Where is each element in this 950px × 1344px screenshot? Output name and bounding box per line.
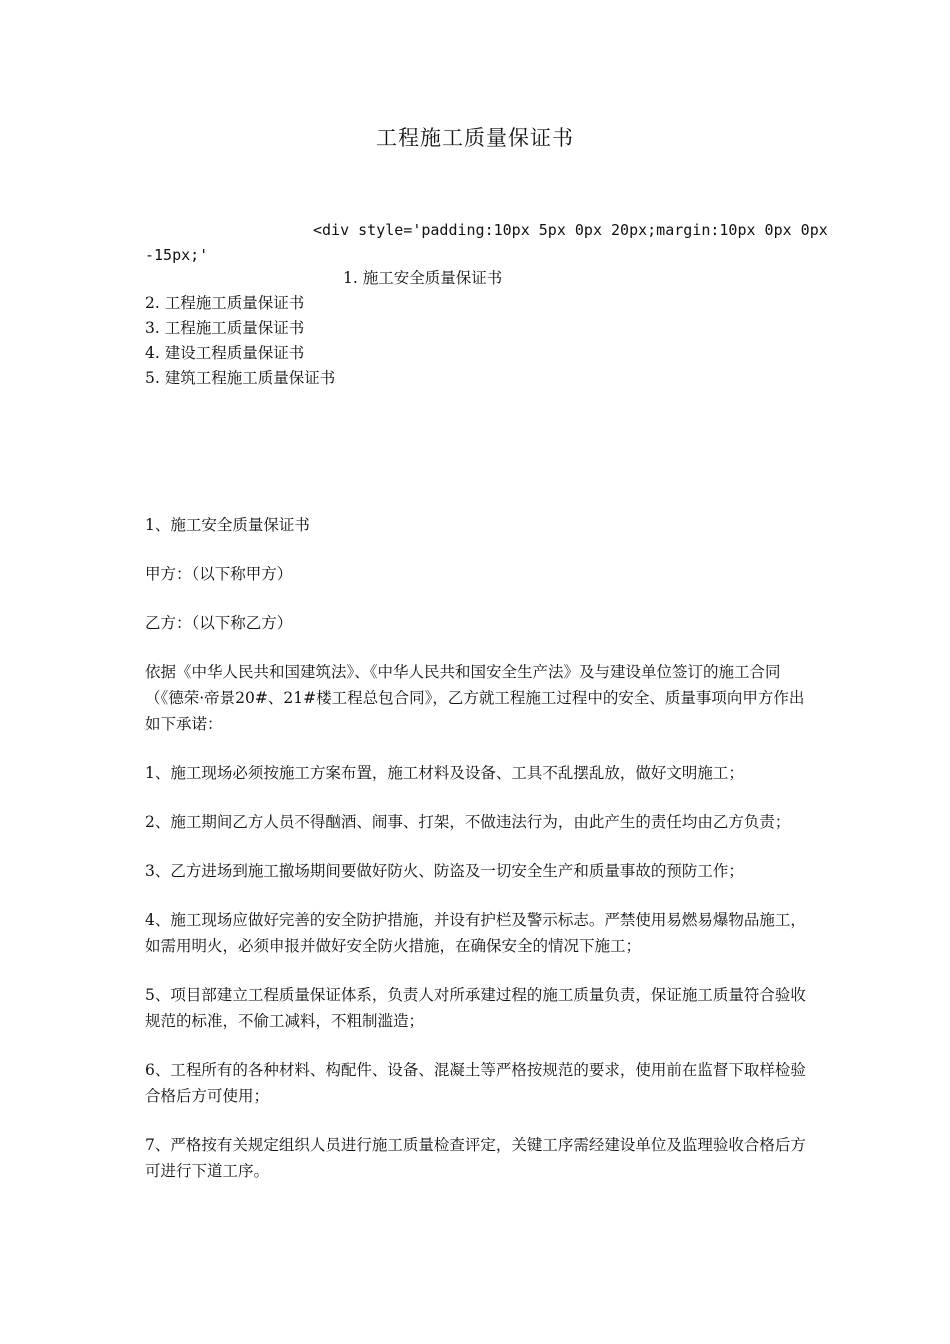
clause-paragraph: 4、施工现场应做好完善的安全防护措施，并设有护栏及警示标志。严禁使用易燃易爆物品施工，如需用明火，必须申报并做好安全防火措施，在确保安全的情况下施工； bbox=[145, 911, 806, 955]
toc-item[interactable]: 1. 施工安全质量保证书 bbox=[343, 269, 503, 287]
toc-item[interactable]: 3. 工程施工质量保证书 bbox=[145, 319, 305, 337]
party-a-line: 甲方：（以下称甲方） bbox=[145, 565, 293, 583]
document-body bbox=[145, 512, 810, 1207]
clause-paragraph: 6、工程所有的各种材料、构配件、设备、混凝土等严格按规范的要求，使用前在监督下取样检验合格后方可使用； bbox=[145, 1061, 806, 1105]
clause-paragraph: 2、施工期间乙方人员不得酗酒、闹事、打架，不做违法行为，由此产生的责任均由乙方负责； bbox=[145, 813, 791, 831]
clause-paragraph: 5、项目部建立工程质量保证体系，负责人对所承建过程的施工质量负责，保证施工质量符合验收规范的标准，不偷工减料，不粗制滥造； bbox=[145, 986, 806, 1030]
section-heading: 1、施工安全质量保证书 bbox=[145, 516, 310, 534]
toc-item[interactable]: 2. 工程施工质量保证书 bbox=[145, 294, 305, 312]
clause-paragraph: 3、乙方进场到施工撤场期间要做好防火、防盗及一切安全生产和质量事故的预防工作； bbox=[145, 862, 744, 880]
party-b-line: 乙方：（以下称乙方） bbox=[145, 614, 293, 632]
document-title: 工程施工质量保证书 bbox=[376, 126, 574, 150]
code-fragment-line-1: <div style='padding:10px 5px 0px 20px;margin:10px 0px 0px bbox=[313, 221, 828, 239]
intro-paragraph: 依据《中华人民共和国建筑法》、《中华人民共和国安全生产法》及与建设单位签订的施工合同（《德荣·帝景20#、21#楼工程总包合同》，乙方就工程施工过程中的安全、质量事项向甲方作出如下承诺： bbox=[145, 663, 805, 733]
clause-paragraph: 1、施工现场必须按施工方案布置，施工材料及设备、工具不乱摆乱放，做好文明施工； bbox=[145, 764, 744, 782]
clause-paragraph: 7、严格按有关规定组织人员进行施工质量检查评定，关键工序需经建设单位及监理验收合格后方可进行下道工序。 bbox=[145, 1136, 806, 1180]
toc-item[interactable]: 4. 建设工程质量保证书 bbox=[145, 344, 305, 362]
table-of-contents bbox=[145, 266, 805, 391]
toc-item[interactable]: 5. 建筑工程施工质量保证书 bbox=[145, 369, 336, 387]
code-fragment-line-2: -15px;' bbox=[145, 246, 209, 264]
